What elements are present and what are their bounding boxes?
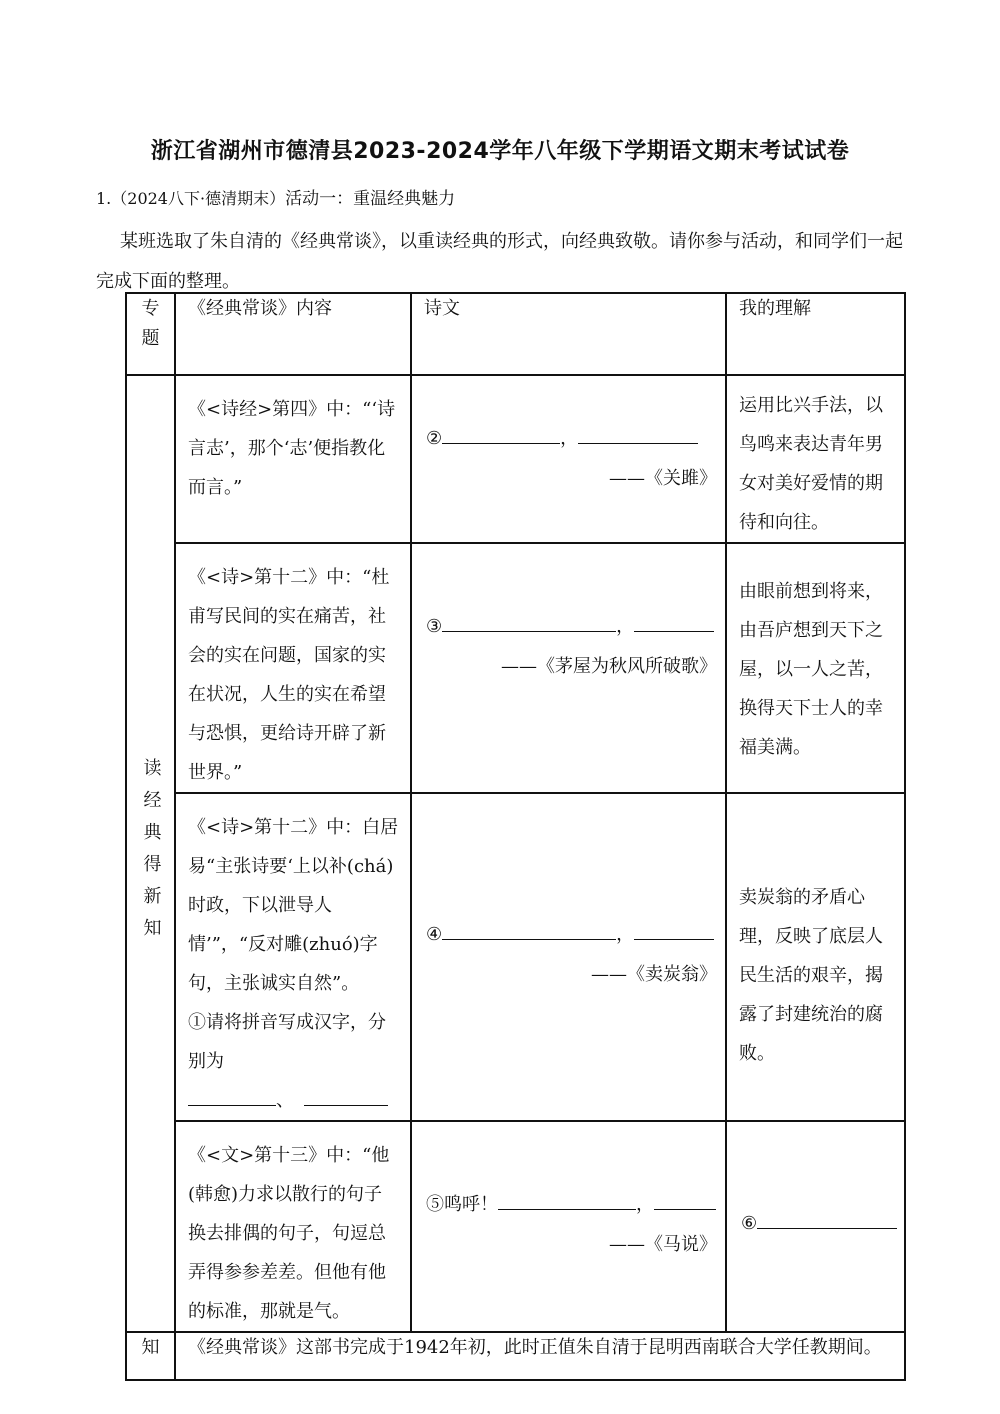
poem-cell: ③ ， ——《茅屋为秋风所破歌》	[411, 543, 726, 793]
content-cell: 《<诗经>第四》中：“‘诗言志’，那个‘志’便指教化而言。”	[175, 375, 411, 543]
answer-blank[interactable]	[654, 1191, 716, 1210]
classics-table	[125, 292, 906, 1381]
table-row	[126, 1121, 905, 1332]
poem-source: ——《茅屋为秋风所破歌》	[501, 656, 717, 677]
footer-text: 《经典常谈》这部书完成于1942年初，此时正值朱自清于昆明西南联合大学任教期间。	[175, 1332, 905, 1380]
content-cell: 《<诗>第十二》中：白居易“主张诗要‘上以补(chá)时政，下以泄导人情’”，“反对雕(zhuó)字句，主张诚实自然”。 ①请将拼音写成汉字，分别为 、	[175, 793, 411, 1121]
poem-source: ——《马说》	[609, 1234, 717, 1255]
understanding-cell: 由眼前想到将来，由吾庐想到天下之屋，以一人之苦，换得天下士人的幸福美满。	[726, 543, 905, 793]
blank-marker: ⑥	[741, 1213, 758, 1234]
answer-blank[interactable]	[188, 1087, 276, 1106]
table-row	[126, 375, 905, 543]
answer-blank[interactable]	[442, 613, 616, 632]
content-cell: 《<文>第十三》中：“他(韩愈)力求以散行的句子换去排偶的句子，句逗总弄得参参差差。但他有他的标准，那就是气。	[175, 1121, 411, 1332]
exam-title: 浙江省湖州市德清县2023-2024学年八年级下学期语文期末考试试卷	[150, 139, 850, 164]
question-source: （2024八下·德清期末）	[111, 189, 286, 208]
poem-prefix: 鸣呼！	[444, 1194, 498, 1215]
answer-blank[interactable]	[498, 1191, 636, 1210]
understanding-cell	[726, 1121, 905, 1332]
answer-blank[interactable]	[578, 425, 698, 444]
answer-blank[interactable]	[634, 613, 714, 632]
question-line	[96, 184, 455, 209]
poem-source: ——《卖炭翁》	[591, 964, 717, 985]
poem-cell: ⑤鸣呼！ ， ——《马说》	[411, 1121, 726, 1332]
poem-source: ——《关雎》	[609, 468, 717, 489]
header-topic: 专题	[126, 293, 175, 375]
footer-topic: 知	[126, 1332, 175, 1380]
table-row	[126, 793, 905, 1121]
table-header-row	[126, 293, 905, 375]
header-understanding: 我的理解	[726, 293, 905, 375]
blank-marker: ④	[426, 924, 443, 945]
table-row	[126, 543, 905, 793]
activity-title: 活动一：重温经典魅力	[285, 189, 456, 209]
answer-blank[interactable]	[442, 425, 560, 444]
poem-cell: ② ， ——《关雎》	[411, 375, 726, 543]
topic-side-label: 读经典得新知	[126, 375, 175, 1332]
content-cell: 《<诗>第十二》中：“杜甫写民间的实在痛苦，社会的实在问题，国家的实在状况，人生的实在希望与恐惧，更给诗开辟了新世界。”	[175, 543, 411, 793]
answer-blank[interactable]	[442, 921, 616, 940]
pinyin-task: ①请将拼音写成汉字，分别为	[188, 1012, 386, 1072]
poem-cell: ④ ， ——《卖炭翁》	[411, 793, 726, 1121]
header-content: 《经典常谈》内容	[175, 293, 411, 375]
understanding-cell: 运用比兴手法，以鸟鸣来表达青年男女对美好爱情的期待和向往。	[726, 375, 905, 543]
intro-paragraph: 某班选取了朱自清的《经典常谈》，以重读经典的形式，向经典致敬。请你参与活动，和同学们一起完成下面的整理。	[96, 231, 903, 292]
answer-blank[interactable]	[304, 1087, 388, 1106]
answer-blank[interactable]	[634, 921, 714, 940]
answer-blank[interactable]	[757, 1210, 897, 1229]
table-footer-row	[126, 1332, 905, 1380]
blank-marker: ⑤	[426, 1194, 444, 1215]
understanding-cell: 卖炭翁的矛盾心理，反映了底层人民生活的艰辛，揭露了封建统治的腐败。	[726, 793, 905, 1121]
blank-marker: ③	[426, 616, 443, 637]
blank-marker: ②	[426, 428, 443, 449]
question-number: 1.	[96, 189, 112, 208]
header-poem: 诗文	[411, 293, 726, 375]
